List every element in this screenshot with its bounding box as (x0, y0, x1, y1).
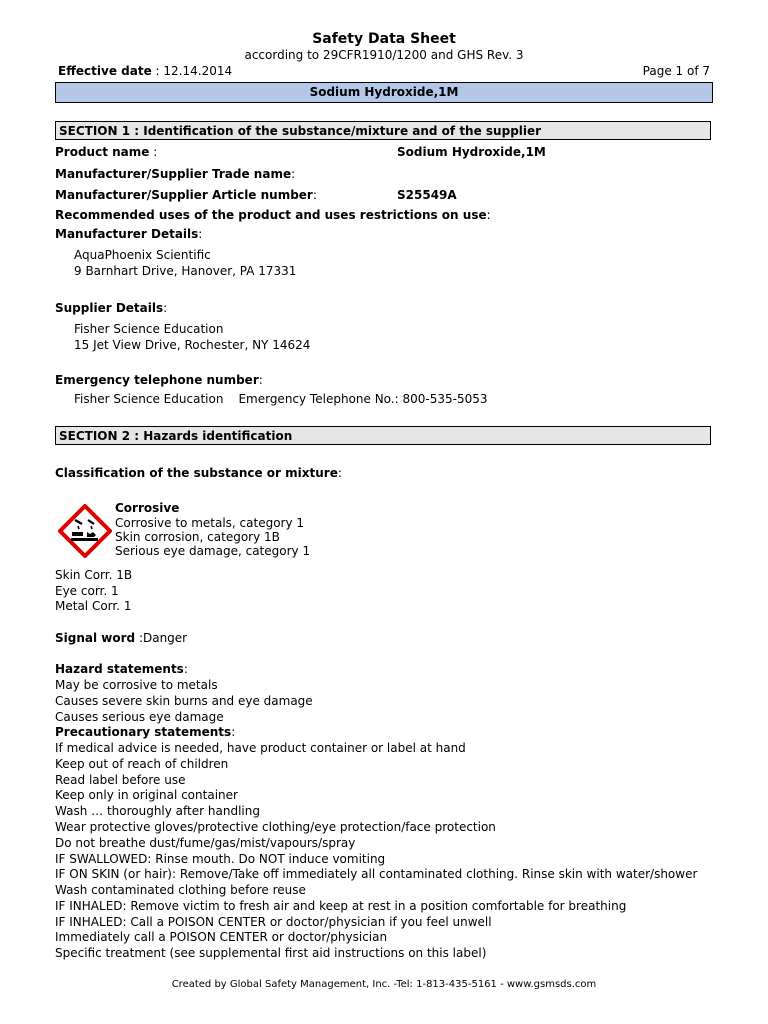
classification-row (55, 466, 342, 480)
product-name-sep: : (149, 145, 158, 159)
trade-name-label: Manufacturer/Supplier Trade name (55, 167, 292, 181)
signal-word-row (55, 631, 187, 645)
manufacturer-details-row (55, 227, 202, 241)
signal-word-value: :Danger (135, 631, 188, 645)
emergency-contact-name: Fisher Science Education (74, 392, 224, 406)
precautionary-statement: IF INHALED: Call a POISON CENTER or doctor/physician if you feel unwell (55, 915, 492, 929)
effective-date (58, 64, 232, 78)
corrosive-title: Corrosive (115, 501, 180, 515)
article-number-sep: : (312, 188, 317, 202)
emergency-contact (74, 392, 487, 406)
manufacturer-name: AquaPhoenix Scientific (74, 248, 211, 262)
precautionary-statement: Keep out of reach of children (55, 757, 229, 771)
precautionary-statement: IF SWALLOWED: Rinse mouth. Do NOT induce vomiting (55, 852, 386, 866)
effective-date-value: : 12.14.2014 (151, 64, 233, 78)
supplier-name: Fisher Science Education (74, 322, 224, 336)
hazard-statements-sep: : (183, 662, 188, 676)
product-name-row (55, 145, 157, 159)
precautionary-statement: Read label before use (55, 773, 186, 787)
emergency-phone-sep: : (258, 373, 263, 387)
section-1-heading: SECTION 1 : Identification of the substance/mixture and of the supplier (55, 121, 711, 140)
corrosive-pictogram-icon (58, 504, 112, 558)
precautionary-statement: Wear protective gloves/protective clothing/eye protection/face protection (55, 820, 496, 834)
precautionary-statement: Wash contaminated clothing before reuse (55, 883, 306, 897)
supplier-details-sep: : (163, 301, 168, 315)
product-name-value: Sodium Hydroxide,1M (397, 145, 546, 159)
section-2-heading: SECTION 2 : Hazards identification (55, 426, 711, 445)
precautionary-statement: Wash … thoroughly after handling (55, 804, 260, 818)
supplier-details-row (55, 301, 167, 315)
manufacturer-address: 9 Barnhart Drive, Hanover, PA 17331 (74, 264, 297, 278)
precautionary-statement: IF ON SKIN (or hair): Remove/Take off immediately all contaminated clothing. Rinse skin with water/shower (55, 867, 698, 881)
precautionary-statements-sep: : (231, 725, 236, 739)
classification-label: Classification of the substance or mixture (55, 466, 338, 480)
supplier-details-label: Supplier Details (55, 301, 164, 315)
precautionary-statement: Keep only in original container (55, 788, 238, 802)
manufacturer-details-label: Manufacturer Details (55, 227, 199, 241)
precautionary-statement: Do not breathe dust/fume/gas/mist/vapours/spray (55, 836, 356, 850)
hazard-statement: Causes serious eye damage (55, 710, 224, 724)
hazard-statements-heading (55, 662, 188, 676)
hazard-code: Eye corr. 1 (55, 584, 119, 598)
signal-word-label: Signal word (55, 631, 136, 645)
corrosive-item: Serious eye damage, category 1 (115, 544, 311, 558)
recommended-uses-sep: : (486, 208, 491, 222)
precautionary-statement: If medical advice is needed, have product container or label at hand (55, 741, 466, 755)
hazard-statement: Causes severe skin burns and eye damage (55, 694, 313, 708)
hazard-code: Skin Corr. 1B (55, 568, 133, 582)
recommended-uses-row (55, 208, 491, 222)
manufacturer-details-sep: : (198, 227, 203, 241)
precautionary-statement: Immediately call a POISON CENTER or doctor/physician (55, 930, 388, 944)
classification-sep: : (337, 466, 342, 480)
article-number-row (55, 188, 317, 202)
precautionary-statements-heading (55, 725, 235, 739)
document-title: Safety Data Sheet (312, 31, 456, 47)
product-banner: Sodium Hydroxide,1M (55, 82, 713, 103)
hazard-code: Metal Corr. 1 (55, 599, 132, 613)
trade-name-row (55, 167, 295, 181)
corrosive-item: Corrosive to metals, category 1 (115, 516, 305, 530)
corrosive-item: Skin corrosion, category 1B (115, 530, 280, 544)
article-number-label: Manufacturer/Supplier Article number (55, 188, 313, 202)
article-number-value: S25549A (397, 188, 457, 202)
precautionary-statements-label: Precautionary statements (55, 725, 232, 739)
product-name-label: Product name (55, 145, 150, 159)
hazard-statement: May be corrosive to metals (55, 678, 218, 692)
emergency-phone-label: Emergency telephone number (55, 373, 259, 387)
hazard-statements-label: Hazard statements (55, 662, 184, 676)
supplier-address: 15 Jet View Drive, Rochester, NY 14624 (74, 338, 311, 352)
recommended-uses-label: Recommended uses of the product and uses restrictions on use (55, 208, 487, 222)
emergency-phone-row (55, 373, 263, 387)
footer-credit: Created by Global Safety Management, Inc. -Tel: 1-813-435-5161 - www.gsmsds.com (171, 979, 597, 990)
effective-date-label: Effective date (58, 64, 152, 78)
emergency-contact-phone: Emergency Telephone No.: 800-535-5053 (238, 392, 488, 406)
page-number: Page 1 of 7 (642, 64, 710, 78)
precautionary-statement: IF INHALED: Remove victim to fresh air and keep at rest in a position comfortable for breathing (55, 899, 627, 913)
precautionary-statement: Specific treatment (see supplemental first aid instructions on this label) (55, 946, 487, 960)
document-subtitle: according to 29CFR1910/1200 and GHS Rev. 3 (244, 48, 524, 62)
trade-name-sep: : (291, 167, 296, 181)
